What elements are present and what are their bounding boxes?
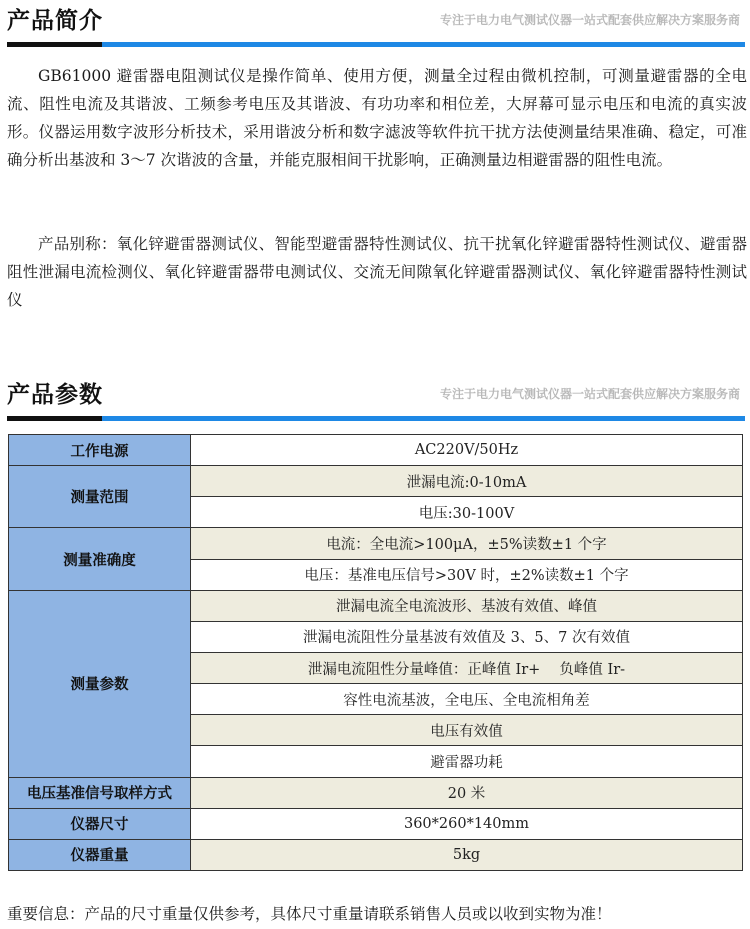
table-row [9, 528, 743, 559]
params-section-header [0, 376, 750, 426]
spec-value: 5kg [191, 839, 743, 870]
spec-label: 电压基准信号取样方式 [9, 777, 191, 808]
table-row [9, 590, 743, 621]
intro-subtitle: 专注于电力电气测试仪器一站式配套供应解决方案服务商 [439, 13, 740, 27]
spec-value: 泄漏电流全电流波形、基波有效值、峰值 [191, 590, 743, 621]
spec-value: 避雷器功耗 [191, 746, 743, 777]
spec-value: 电压：基准电压信号>30V 时，±2%读数±1 个字 [191, 559, 743, 590]
spec-value: 电压:30-100V [191, 497, 743, 528]
spec-label: 仪器重量 [9, 839, 191, 870]
spec-value: 360*260*140mm [191, 808, 743, 839]
spec-label: 仪器尺寸 [9, 808, 191, 839]
spec-value: 电压有效值 [191, 715, 743, 746]
spec-value: 电流：全电流>100μA，±5%读数±1 个字 [191, 528, 743, 559]
spec-label: 测量参数 [9, 590, 191, 777]
table-row [9, 777, 743, 808]
table-row [9, 466, 743, 497]
table-row [9, 808, 743, 839]
spec-value: AC220V/50Hz [191, 435, 743, 466]
spec-label: 测量范围 [9, 466, 191, 528]
spec-value: 泄漏电流:0-10mA [191, 466, 743, 497]
spec-value: 容性电流基波，全电压、全电流相角差 [191, 684, 743, 715]
important-note: 重要信息：产品的尺寸重量仅供参考，具体尺寸重量请联系销售人员或以收到实物为准！ [7, 905, 612, 923]
table-row [9, 435, 743, 466]
header-bar-blue [102, 42, 745, 47]
spec-value: 泄漏电流阻性分量基波有效值及 3、5、7 次有效值 [191, 621, 743, 652]
spec-label: 测量准确度 [9, 528, 191, 590]
header-bar-dark [7, 416, 102, 421]
alias-paragraph: 产品别称：氧化锌避雷器测试仪、智能型避雷器特性测试仪、抗干扰氧化锌避雷器特性测试仪、避雷器阻性泄漏电流检测仪、氧化锌避雷器带电测试仪、交流无间隙氧化锌避雷器测试仪、氧化锌避雷器特性测试仪 [7, 235, 747, 309]
spec-value: 20 米 [191, 777, 743, 808]
intro-title: 产品简介 [7, 8, 103, 34]
intro-section-header [0, 2, 750, 52]
params-title: 产品参数 [7, 382, 103, 408]
params-subtitle: 专注于电力电气测试仪器一站式配套供应解决方案服务商 [439, 387, 740, 401]
header-bar-dark [7, 42, 102, 47]
spec-value: 泄漏电流阻性分量峰值：正峰值 Ir+ 负峰值 Ir- [191, 652, 743, 683]
spec-label: 工作电源 [9, 435, 191, 466]
intro-paragraph: GB61000 避雷器电阻测试仪是操作简单、使用方便，测量全过程由微机控制，可测量避雷器的全电流、阻性电流及其谐波、工频参考电压及其谐波、有功功率和相位差，大屏幕可显示电压和电流的真实波形。仪器运用数字波形分析技术，采用谐波分析和数字滤波等软件抗干扰方法使测量结果准确、稳定，可准确分析出基波和 3～7 次谐波的含量，并能克服相间干扰影响，正确测量边相避雷器的阻性电流。 [7, 67, 747, 169]
spec-table [8, 434, 743, 871]
header-bar-blue [102, 416, 745, 421]
table-row [9, 839, 743, 870]
